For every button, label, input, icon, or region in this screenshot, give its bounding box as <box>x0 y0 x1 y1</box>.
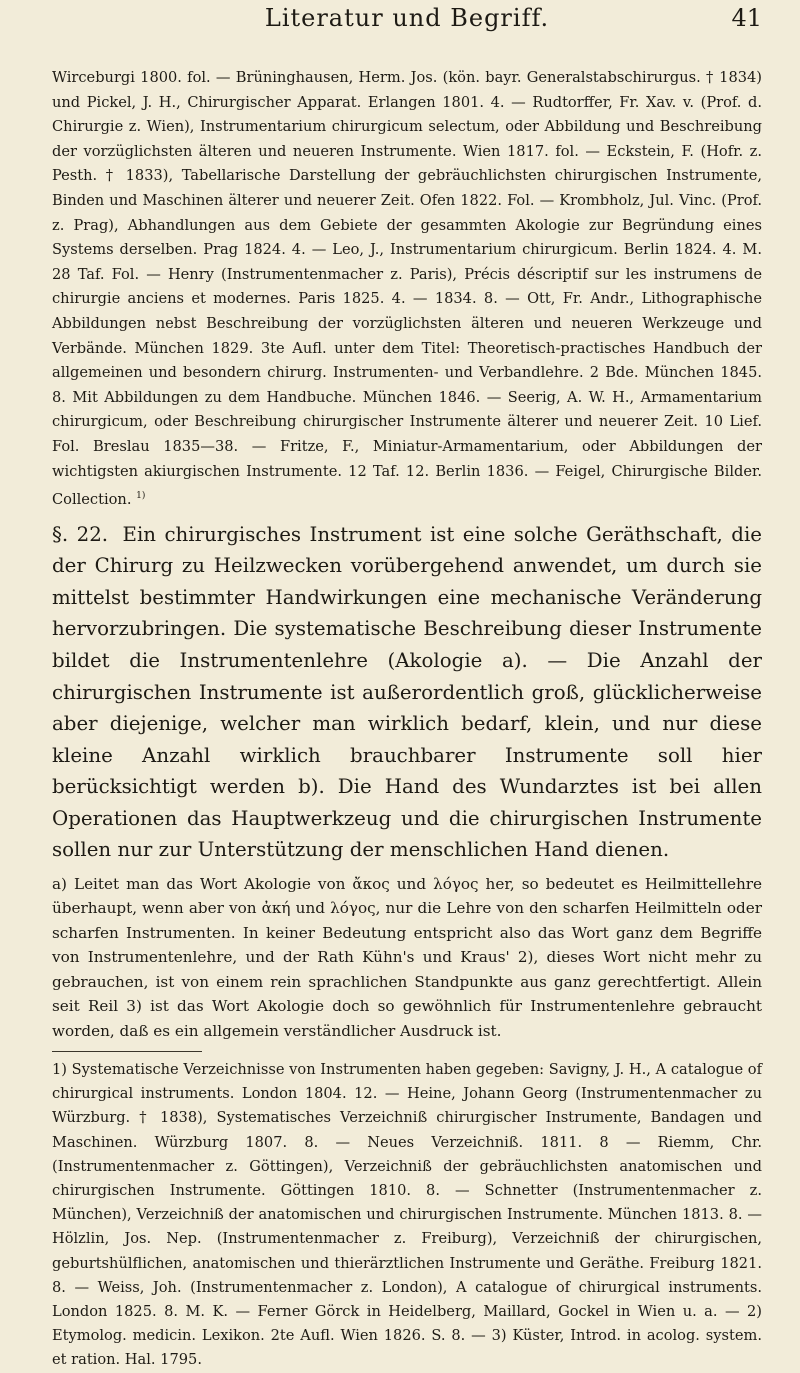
section-number: §. 22. <box>52 522 109 546</box>
footnote-divider <box>52 1051 202 1052</box>
footnotes-text: 1) Systematische Verzeichnisse von Instrumenten haben gegeben: Savigny, J. H., A catalogue of chirurgical instruments. London 1804. 12. — Heine, Johann Georg (Instrumentenmacher zu Würzburg. † 1838), Systematisches Verzeichniß chirurgischer Instrumente, Bandagen und Maschinen. Würzburg 1807. 8. — Neues Verzeichniß. 1811. 8 — Riemm, Chr. (Instrumentenmacher z. Göttingen), Verzeichniß der gebräuchlichsten anatomischen und chirurgischen Instrumente. Göttingen 1810. 8. — Schnetter (Instrumentenmacher z. München), Verzeichniß der anatomischen und chirurgischen Instrumente. München 1813. 8. — Hölzlin, Jos. Nep. (Instrumentenmacher z. Freiburg), Verzeichniß der chirurgischen, geburtshülflichen, anatomischen und thierärztlichen Instrumente und Geräthe. Freiburg 1821. 8. — Weiss, Joh. (Instrumentenmacher z. London), A catalogue of chirurgical instruments. London 1825. 8. M. K. — Ferner Görck in Heidelberg, Maillard, Gockel in Wien u. a. — 2) Etymolog. medicin. Lexikon. 2te Aufl. Wien 1826. S. 8. — 3) Küster, Introd. in acolog. system. et ration. Hal. 1795. <box>52 1060 762 1369</box>
running-title: Literatur und Begriff. <box>264 4 550 32</box>
section-text: Ein chirurgisches Instrument ist eine solche Geräthschaft, die der Chirurg zu Heilzwecken vorübergehend anwendet, um durch sie mittelst bestimmter Handwirkungen eine mechanische Veränderung hervorzubringen. Die systematische Beschreibung dieser Instrumente bildet die Instrumentenlehre (Akologie a). — Die Anzahl der chirurgischen Instrumente ist außerordentlich groß, glücklicherweise aber diejenige, welcher man wirklich bedarf, klein, und nur diese kleine Anzahl wirklich brauchbarer Instrumente soll hier berücksichtigt werden b). Die Hand des Wundarztes ist bei allen Operationen das Hauptwerkzeug und die chirurgischen Instrumente sollen nur zur Unterstützung der menschlichen Hand dienen. <box>52 522 762 862</box>
section-22 <box>52 519 762 867</box>
footnote-ref-1: 1) <box>136 491 146 502</box>
bibliography-text: Wirceburgi 1800. fol. — Brüninghausen, Herm. Jos. (kön. bayr. Generalstabschirurgus. † 1834) und Pickel, J. H., Chirurgischer Apparat. Erlangen 1801. 4. — Rudtorffer, Fr. Xav. v. (Prof. d. Chirurgie z. Wien), Instrumentarium chirurgicum selectum, oder Abbildung und Beschreibung der vorzüglichsten älteren und neueren Instrumente. Wien 1817. fol. — Eckstein, F. (Hofr. z. Pesth. † 1833), Tabellarische Darstellung der gebräuchlichsten chirurgischen Instrumente, Binden und Maschinen älterer und neuerer Zeit. Ofen 1822. Fol. — Krombholz, Jul. Vinc. (Prof. z. Prag), Abhandlungen aus dem Gebiete der gesammten Akologie zur Begründung eines Systems derselben. Prag 1824. 4. — Leo, J., Instrumentarium chirurgicum. Berlin 1824. 4. M. 28 Taf. Fol. — Henry (Instrumentenmacher z. Paris), Précis déscriptif sur les instrumens de chirurgie anciens et modernes. Paris 1825. 4. — 1834. 8. — Ott, Fr. Andr., Lithographische Abbildungen nebst Beschreibung der vorzüglichsten älteren und neueren Werkzeuge und Verbände. München 1829. 3te Aufl. unter dem Titel: Theoretisch-practisches Handbuch der allgemeinen und besondern chirurg. Instrumenten- und Verbandlehre. 2 Bde. München 1845. 8. Mit Abbildungen zu dem Handbuche. München 1846. — Seerig, A. W. H., Armamentarium chirurgicum, oder Beschreibung chirurgischer Instrumente älterer und neuerer Zeit. 10 Lief. Fol. Breslau 1835—38. — Fritze, F., Miniatur-Armamentarium, oder Abbildungen der wichtigsten akiurgischen Instrumente. 12 Taf. 12. Berlin 1836. — Feigel, Chirurgische Bilder. Collection. <box>52 69 762 508</box>
bibliography-paragraph <box>52 66 762 513</box>
note-a: a) Leitet man das Wort Akologie von ἄκος und λόγος her, so bedeutet es Heilmittellehre überhaupt, wenn aber von ἀκή und λόγος, nur die Lehre von den scharfen Heilmitteln oder scharfen Instrumenten. In keiner Bedeutung entspricht also das Wort ganz dem Begriffe von Instrumentenlehre, und der Rath Kühn's und Kraus' 2), dieses Wort nicht mehr zu gebrauchen, ist von einem rein sprachlichen Standpunkte aus ganz gerechtfertigt. Allein seit Reil 3) ist das Wort Akologie doch so gewöhnlich für Instrumentenlehre gebraucht worden, daß es ein allgemein verständlicher Ausdruck ist. <box>52 875 762 1040</box>
footnotes <box>52 1058 762 1373</box>
page-header <box>52 0 762 40</box>
page-number: 41 <box>731 4 762 32</box>
